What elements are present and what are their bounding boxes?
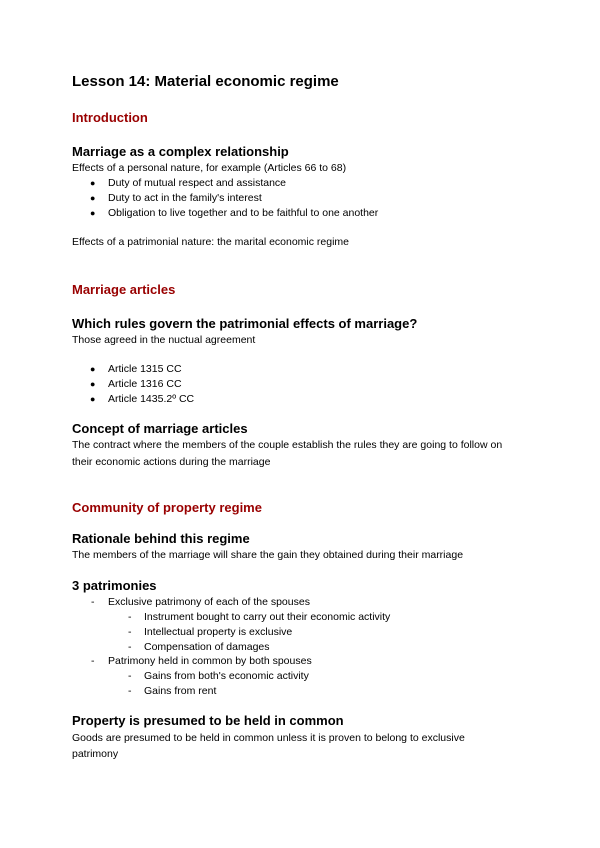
list-item: Gains from rent xyxy=(144,685,217,697)
paragraph: Effects of a patrimonial nature: the marital economic regime xyxy=(72,236,350,248)
section-heading-marriage-articles: Marriage articles xyxy=(72,282,176,297)
subheading-rationale: Rationale behind this regime xyxy=(72,531,250,546)
list-item: Exclusive patrimony of each of the spouses xyxy=(108,596,310,608)
paragraph: The contract where the members of the couple establish the rules they are going to follow on xyxy=(72,439,503,451)
page-title: Lesson 14: Material economic regime xyxy=(72,73,339,90)
subheading-concept: Concept of marriage articles xyxy=(72,421,248,436)
list-item: Article 1315 CC xyxy=(108,363,182,375)
dash-icon: - xyxy=(128,611,132,623)
list-item: Gains from both's economic activity xyxy=(144,670,309,682)
bullet-icon: ● xyxy=(90,394,96,404)
list-item: Article 1316 CC xyxy=(108,378,182,390)
subheading-presumed-common: Property is presumed to be held in common xyxy=(72,713,344,728)
section-heading-introduction: Introduction xyxy=(72,110,148,125)
list-item: Instrument bought to carry out their economic activity xyxy=(144,611,391,623)
bullet-icon: ● xyxy=(90,208,96,218)
dash-icon: - xyxy=(91,596,95,608)
list-item: Patrimony held in common by both spouses xyxy=(108,655,312,667)
dash-icon: - xyxy=(91,655,95,667)
paragraph: patrimony xyxy=(72,748,119,760)
list-item: Intellectual property is exclusive xyxy=(144,626,293,638)
dash-icon: - xyxy=(128,685,132,697)
paragraph: Those agreed in the nuctual agreement xyxy=(72,334,256,346)
bullet-icon: ● xyxy=(90,178,96,188)
subheading-complex-relationship: Marriage as a complex relationship xyxy=(72,144,289,159)
dash-icon: - xyxy=(128,670,132,682)
subheading-which-rules: Which rules govern the patrimonial effects of marriage? xyxy=(72,316,418,331)
dash-icon: - xyxy=(128,626,132,638)
subheading-patrimonies: 3 patrimonies xyxy=(72,578,157,593)
list-item: Obligation to live together and to be faithful to one another xyxy=(108,207,379,219)
paragraph: their economic actions during the marriage xyxy=(72,456,271,468)
bullet-icon: ● xyxy=(90,379,96,389)
list-item: Article 1435.2º CC xyxy=(108,393,195,405)
paragraph: Effects of a personal nature, for example (Articles 66 to 68) xyxy=(72,162,347,174)
list-item: Compensation of damages xyxy=(144,641,270,653)
list-item: Duty to act in the family's interest xyxy=(108,192,262,204)
paragraph: The members of the marriage will share the gain they obtained during their marriage xyxy=(72,549,464,561)
paragraph: Goods are presumed to be held in common unless it is proven to belong to exclusive xyxy=(72,732,465,744)
bullet-icon: ● xyxy=(90,364,96,374)
dash-icon: - xyxy=(128,641,132,653)
section-heading-community: Community of property regime xyxy=(72,500,262,515)
list-item: Duty of mutual respect and assistance xyxy=(108,177,287,189)
bullet-icon: ● xyxy=(90,193,96,203)
